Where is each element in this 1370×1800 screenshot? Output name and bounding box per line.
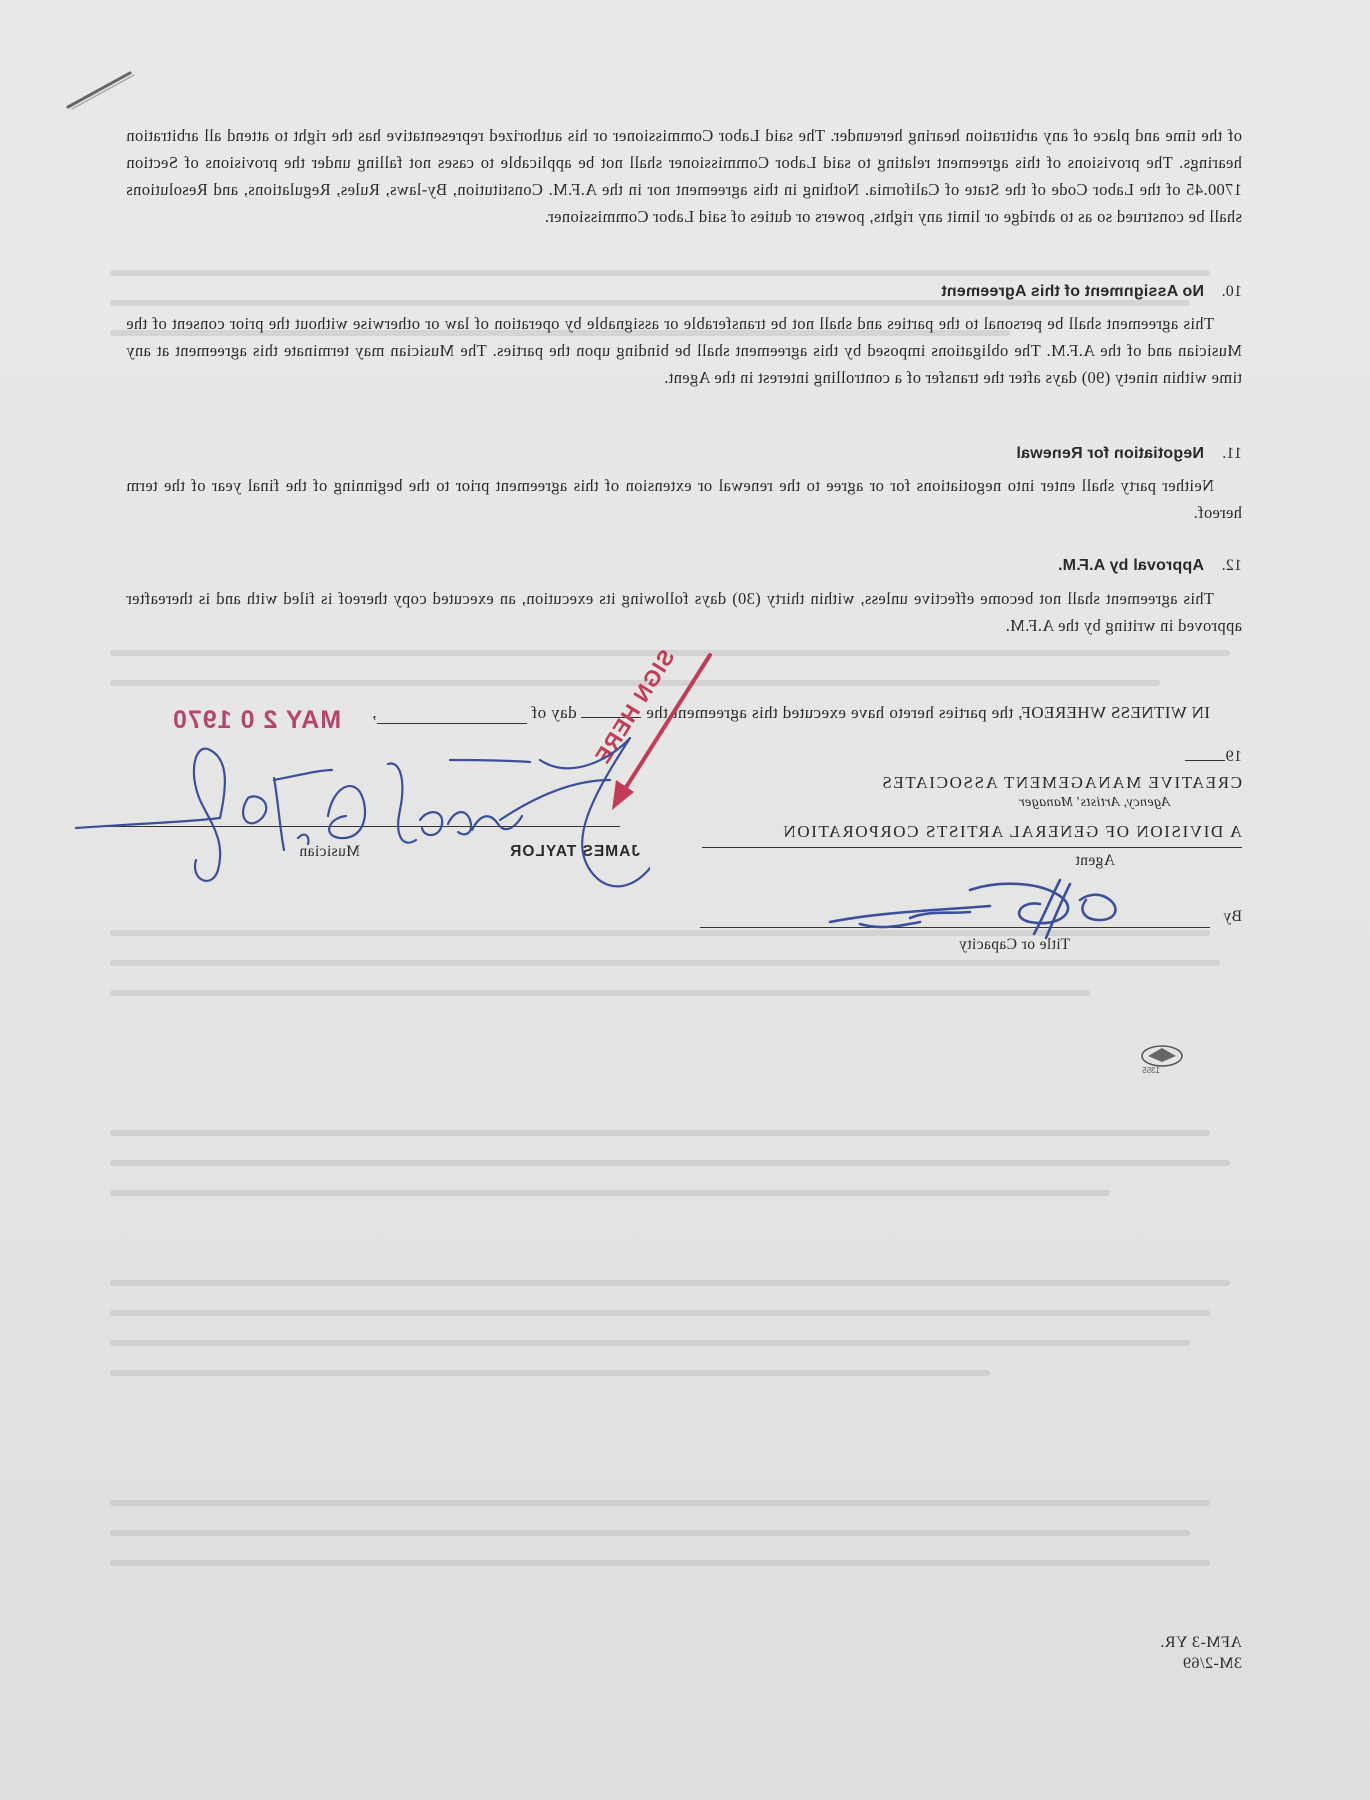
- witness-day-of: day of: [531, 703, 577, 722]
- section-10-number: 10.: [1221, 283, 1242, 300]
- agent-signature: [820, 870, 1140, 950]
- agency-name: CREATIVE MANAGEMENT ASSOCIATES: [880, 773, 1242, 792]
- section-10-title: No Assignment of this Agreement: [941, 283, 1204, 300]
- year-prefix: 19: [1225, 748, 1242, 765]
- by-label: By: [1223, 908, 1242, 925]
- intro-paragraph: [126, 122, 1242, 230]
- sign-here-stamp: SIGN HERE: [589, 644, 680, 769]
- section-11-text: Neither party shall enter into negotiations for or agree to the renewal or extension of this agreement prior to the beginning of the final year of the term hereof.: [126, 476, 1242, 522]
- agent-underline: [702, 847, 1242, 848]
- year-line: [1185, 748, 1242, 766]
- musician-label: Musician: [299, 843, 360, 860]
- section-11-title: Negotiation for Renewal: [1016, 445, 1204, 462]
- section-11-heading: [1016, 445, 1242, 463]
- footer-codes: [1160, 1632, 1242, 1674]
- agent-label: Agent: [1075, 852, 1115, 869]
- musician-signature: [70, 720, 650, 920]
- title-capacity-label: Title or Capacity: [958, 936, 1070, 953]
- svg-text:1355: 1355: [1142, 1066, 1160, 1075]
- agency-subtitle: Agency, Artists' Manager: [1018, 795, 1170, 810]
- witness-text: IN WITNESS WHEREOF, the parties hereto have executed this agreement the: [645, 703, 1210, 722]
- section-12-heading: [1058, 557, 1242, 575]
- date-stamp: MAY 2 0 1970: [172, 706, 342, 734]
- witness-line: IN WITNESS WHEREOF, the parties hereto have executed this agreement the day of ,: [371, 703, 1210, 722]
- print-code: 3M-2/69: [1182, 1655, 1242, 1672]
- section-10-heading: [941, 283, 1242, 301]
- section-12-number: 12.: [1221, 557, 1242, 574]
- section-12-body: [126, 585, 1242, 639]
- form-code: AFM-3 YR.: [1159, 1634, 1242, 1651]
- section-12-title: Approval by A.F.M.: [1057, 557, 1204, 574]
- agency-division: A DIVISION OF GENERAL ARTISTS CORPORATION: [781, 822, 1242, 841]
- intro-text: of the time and place of any arbitration hearing hereunder. The said Labor Commissioner or his authorized representative has the right to attend all arbitration hearings. The provisions of this agreement relating to said Labor Commissioner shall not be applicable to cases not falling under the provisions of Section 1700.45 of the Labor Code of the State of California. Nothing in this agreement nor in the A.F.M. Constitution, By-laws, Rules, Regulations, and Resolutions shall be construed so as to abridge or limit any rights, powers or duties of said Labor Commissioner.: [126, 126, 1242, 226]
- section-12-text: This agreement shall not become effective unless, within thirty (30) days following its execution, an executed copy thereof is filed with and is thereafter approved in writing by the A.F.M.: [126, 589, 1242, 635]
- year-blank: [1185, 760, 1225, 761]
- section-10-body: [126, 310, 1242, 391]
- section-11-body: [126, 472, 1242, 526]
- section-11-number: 11.: [1221, 445, 1242, 462]
- section-10-text: This agreement shall be personal to the parties and shall not be transferable or assignable by operation of law or otherwise without the prior consent of the Musician and of the A.F.M. The obligations imposed by this agreement shall be binding upon the parties. The Musician may terminate this agreement at any time within ninety (90) days after the transfer of a controlling interest in the Agent.: [126, 314, 1242, 387]
- union-label-mark: [1130, 1040, 1190, 1076]
- musician-name: JAMES TAYLOR: [509, 843, 640, 860]
